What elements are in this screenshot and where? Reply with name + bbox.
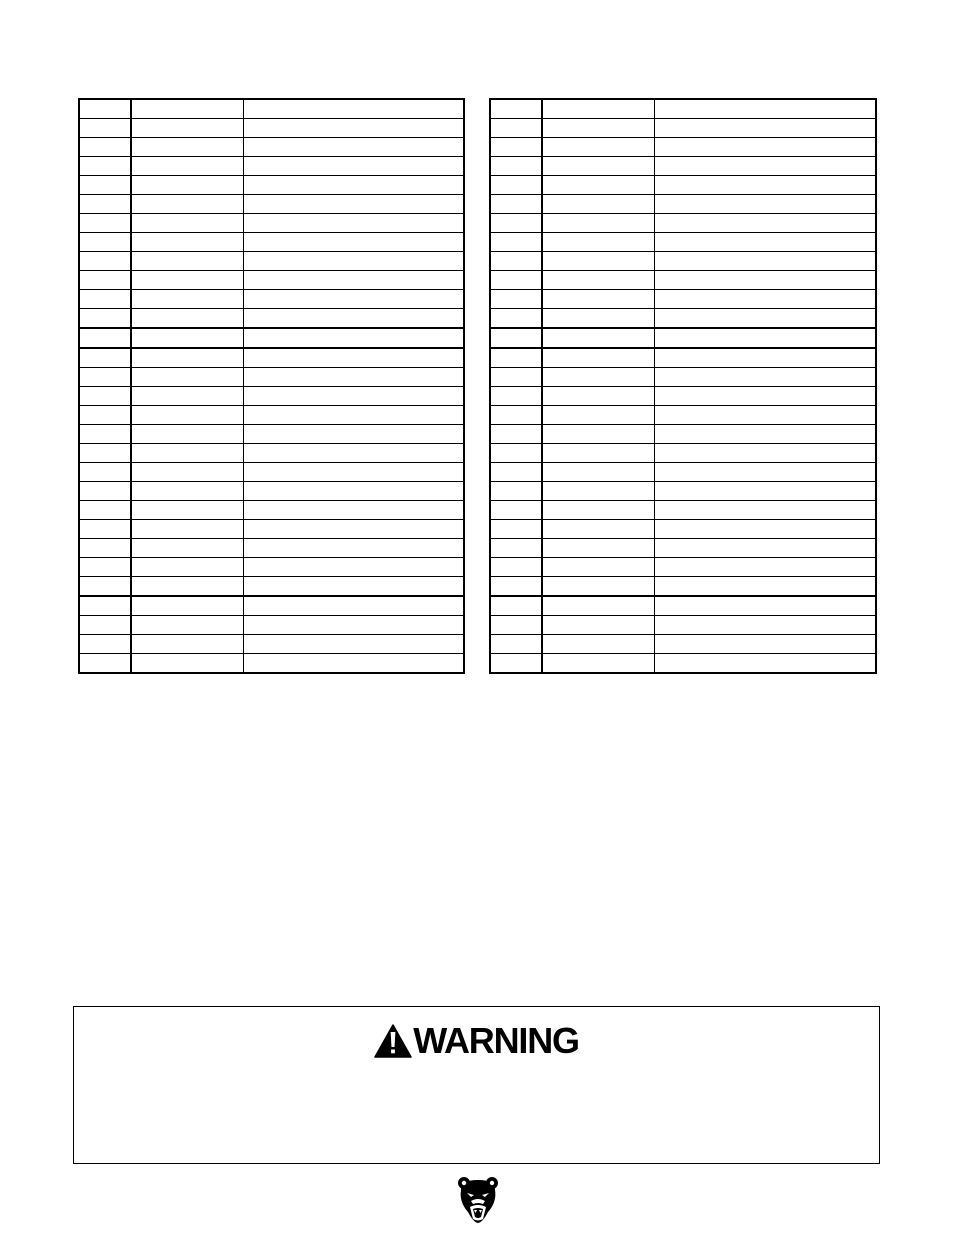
table-row [79,176,464,195]
part-number-cell [131,577,244,597]
description-cell [244,520,465,539]
description-cell [244,157,465,176]
ref-cell [79,387,131,406]
table-row [79,539,464,558]
table-row [490,99,876,119]
description-cell [655,635,877,654]
table-row [79,482,464,501]
part-number-cell [542,176,655,195]
table-row [490,501,876,520]
ref-cell [490,520,542,539]
description-cell [244,425,465,444]
description-cell [244,214,465,233]
ref-cell [79,616,131,635]
ref-cell [490,233,542,252]
ref-cell [79,577,131,597]
ref-cell [79,290,131,309]
ref-cell [490,425,542,444]
table-row [490,482,876,501]
table-row [79,501,464,520]
part-number-cell [131,176,244,195]
description-cell [655,195,877,214]
table-row [79,119,464,138]
part-number-cell [131,501,244,520]
ref-cell [79,214,131,233]
description-cell [244,119,465,138]
part-number-cell [542,482,655,501]
ref-cell [490,558,542,577]
table-row [79,368,464,387]
ref-cell [490,501,542,520]
description-cell [655,157,877,176]
table-row [490,616,876,635]
description-cell [655,539,877,558]
table-row [490,520,876,539]
ref-cell [490,463,542,482]
part-number-cell [131,558,244,577]
description-cell [244,558,465,577]
description-cell [655,444,877,463]
part-number-cell [542,596,655,616]
table-row [490,195,876,214]
ref-cell [490,539,542,558]
table-row [490,290,876,309]
part-number-cell [542,99,655,119]
description-cell [244,635,465,654]
part-number-cell [542,635,655,654]
warning-title: WARNING [413,1020,579,1061]
table-row [490,444,876,463]
ref-cell [490,252,542,271]
table-row [490,214,876,233]
part-number-cell [131,328,244,348]
table-row [490,138,876,157]
table-row [490,328,876,348]
table-row [490,309,876,329]
description-cell [655,233,877,252]
ref-cell [79,596,131,616]
description-cell [244,195,465,214]
description-cell [244,406,465,425]
description-cell [244,252,465,271]
ref-cell [490,290,542,309]
part-number-cell [542,501,655,520]
ref-cell [490,119,542,138]
part-number-cell [542,309,655,329]
table-row [79,616,464,635]
part-number-cell [131,387,244,406]
part-number-cell [131,233,244,252]
table-row [79,157,464,176]
table-row [490,425,876,444]
table-row [79,596,464,616]
table-row [79,406,464,425]
description-cell [244,233,465,252]
part-number-cell [542,387,655,406]
table-row [79,425,464,444]
part-number-cell [131,119,244,138]
ref-cell [490,654,542,674]
ref-cell [79,368,131,387]
description-cell [655,596,877,616]
part-number-cell [131,635,244,654]
table-row [79,309,464,329]
ref-cell [490,406,542,425]
ref-cell [79,309,131,329]
part-number-cell [542,539,655,558]
description-cell [655,290,877,309]
table-row [490,463,876,482]
ref-cell [490,596,542,616]
part-number-cell [131,138,244,157]
description-cell [655,368,877,387]
part-number-cell [542,195,655,214]
ref-cell [490,348,542,368]
part-number-cell [131,309,244,329]
description-cell [244,368,465,387]
ref-cell [79,328,131,348]
warning-header [74,1021,879,1061]
ref-cell [79,425,131,444]
table-row [490,577,876,597]
table-row [490,654,876,674]
table-row [79,463,464,482]
part-number-cell [542,252,655,271]
part-number-cell [542,368,655,387]
ref-cell [490,387,542,406]
part-number-cell [542,520,655,539]
table-row [79,577,464,597]
table-row [490,233,876,252]
description-cell [655,271,877,290]
description-cell [244,596,465,616]
ref-cell [490,309,542,329]
part-number-cell [542,444,655,463]
ref-cell [490,635,542,654]
description-cell [655,501,877,520]
description-cell [244,501,465,520]
warning-box [73,1006,880,1164]
table-row [490,635,876,654]
part-number-cell [131,214,244,233]
table-row [79,520,464,539]
part-number-cell [542,214,655,233]
description-cell [244,348,465,368]
part-number-cell [542,328,655,348]
part-number-cell [542,406,655,425]
parts-table-left [78,98,465,674]
part-number-cell [131,425,244,444]
part-number-cell [131,368,244,387]
description-cell [655,348,877,368]
part-number-cell [131,348,244,368]
warning-triangle-icon [374,1024,412,1058]
ref-cell [79,520,131,539]
ref-cell [490,99,542,119]
ref-cell [490,176,542,195]
table-row [490,406,876,425]
table-row [79,99,464,119]
description-cell [244,482,465,501]
description-cell [655,654,877,674]
part-number-cell [131,195,244,214]
ref-cell [490,157,542,176]
ref-cell [79,501,131,520]
table-row [490,387,876,406]
description-cell [655,387,877,406]
ref-cell [490,577,542,597]
part-number-cell [542,233,655,252]
part-number-cell [131,290,244,309]
description-cell [655,214,877,233]
description-cell [655,558,877,577]
ref-cell [79,176,131,195]
description-cell [244,138,465,157]
part-number-cell [131,616,244,635]
table-row [490,119,876,138]
description-cell [655,309,877,329]
description-cell [244,539,465,558]
part-number-cell [542,616,655,635]
description-cell [655,252,877,271]
description-cell [655,138,877,157]
table-row [79,348,464,368]
table-row [490,271,876,290]
part-number-cell [542,271,655,290]
ref-cell [79,99,131,119]
part-number-cell [542,138,655,157]
parts-table-right-body [490,99,876,673]
ref-cell [79,654,131,674]
description-cell [244,271,465,290]
part-number-cell [131,252,244,271]
table-row [79,635,464,654]
table-row [79,252,464,271]
table-row [79,233,464,252]
ref-cell [79,138,131,157]
description-cell [244,387,465,406]
table-row [490,558,876,577]
description-cell [244,577,465,597]
ref-cell [79,539,131,558]
part-number-cell [131,444,244,463]
ref-cell [490,195,542,214]
description-cell [655,482,877,501]
description-cell [244,654,465,674]
ref-cell [490,616,542,635]
ref-cell [79,157,131,176]
ref-cell [490,482,542,501]
part-number-cell [131,99,244,119]
parts-table-right [489,98,877,674]
description-cell [244,616,465,635]
description-cell [244,463,465,482]
description-cell [655,520,877,539]
part-number-cell [542,654,655,674]
part-number-cell [131,596,244,616]
ref-cell [79,252,131,271]
table-row [490,539,876,558]
description-cell [655,463,877,482]
ref-cell [79,406,131,425]
ref-cell [490,214,542,233]
description-cell [244,290,465,309]
table-row [79,558,464,577]
part-number-cell [542,577,655,597]
description-cell [655,99,877,119]
table-row [79,387,464,406]
part-number-cell [131,654,244,674]
description-cell [655,425,877,444]
part-number-cell [542,119,655,138]
part-number-cell [542,558,655,577]
description-cell [244,176,465,195]
part-number-cell [131,271,244,290]
ref-cell [490,271,542,290]
ref-cell [490,138,542,157]
ref-cell [79,635,131,654]
description-cell [655,119,877,138]
description-cell [244,444,465,463]
table-row [79,444,464,463]
description-cell [244,99,465,119]
description-cell [655,406,877,425]
ref-cell [79,348,131,368]
description-cell [655,616,877,635]
ref-cell [79,119,131,138]
ref-cell [79,444,131,463]
parts-table-left-body [79,99,464,673]
ref-cell [79,482,131,501]
part-number-cell [542,425,655,444]
part-number-cell [542,348,655,368]
description-cell [655,176,877,195]
part-number-cell [131,463,244,482]
table-row [490,368,876,387]
part-number-cell [131,520,244,539]
ref-cell [490,444,542,463]
ref-cell [79,558,131,577]
part-number-cell [542,463,655,482]
part-number-cell [131,539,244,558]
part-number-cell [131,482,244,501]
table-row [79,271,464,290]
table-row [490,348,876,368]
part-number-cell [131,406,244,425]
table-row [79,654,464,674]
table-row [490,252,876,271]
part-number-cell [542,157,655,176]
table-row [490,596,876,616]
table-row [79,214,464,233]
description-cell [655,328,877,348]
ref-cell [79,195,131,214]
part-number-cell [542,290,655,309]
description-cell [655,577,877,597]
ref-cell [490,328,542,348]
part-number-cell [131,157,244,176]
table-row [490,176,876,195]
ref-cell [79,271,131,290]
description-cell [244,309,465,329]
description-cell [244,328,465,348]
table-row [79,290,464,309]
ref-cell [490,368,542,387]
ref-cell [79,463,131,482]
table-row [79,138,464,157]
table-row [490,157,876,176]
ref-cell [79,233,131,252]
table-row [79,328,464,348]
table-row [79,195,464,214]
grizzly-bear-logo-icon [457,1176,499,1224]
